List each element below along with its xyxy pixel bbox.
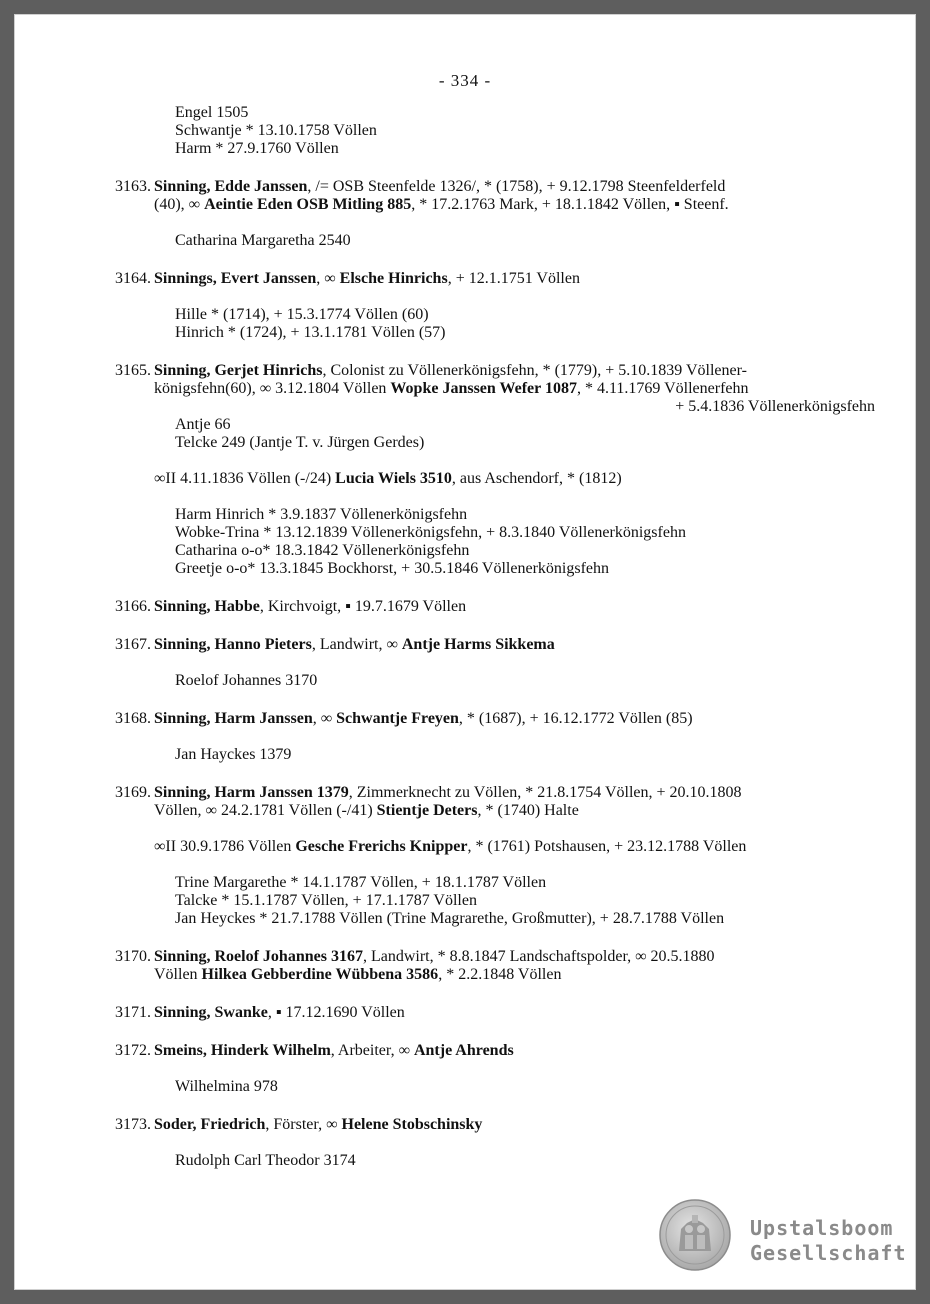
- entry-text: , Colonist zu Völlenerkönigsfehn, * (1779), + 5.10.1839 Völlener-: [322, 362, 747, 379]
- children-list: [175, 874, 875, 928]
- entry-number: 3166.: [115, 598, 151, 615]
- child-line: Engel 1505: [175, 104, 249, 121]
- entry-number: 3172.: [115, 1042, 151, 1059]
- person-name: Sinning, Edde Janssen: [154, 178, 308, 195]
- entry-number: 3167.: [115, 636, 151, 653]
- entry-3165: [95, 362, 875, 578]
- prev-children: [175, 104, 875, 158]
- child-line: Trine Margarethe * 14.1.1787 Völlen, + 18.1.1787 Völlen: [175, 874, 547, 891]
- person-name: Sinning, Gerjet Hinrichs: [154, 362, 323, 379]
- entry-text: , Kirchvoigt, ▪ 19.7.1679 Völlen: [259, 598, 467, 615]
- entry-text: königsfehn(60), ∞ 3.12.1804 Völlen: [154, 380, 391, 397]
- entry-3164: [95, 270, 875, 342]
- person-name: Sinning, Harm Janssen 1379: [154, 784, 349, 801]
- entry-text: , Zimmerknecht zu Völlen, * 21.8.1754 Völlen, + 20.10.1808: [348, 784, 742, 801]
- spouse-name: Antje Ahrends: [413, 1042, 514, 1059]
- children-list: [175, 416, 875, 452]
- spouse-name: Elsche Hinrichs: [339, 270, 448, 287]
- child-line: Wilhelmina 978: [175, 1078, 278, 1095]
- child-line: Hinrich * (1724), + 13.1.1781 Völlen (57): [175, 324, 446, 341]
- spouse-name: Antje Harms Sikkema: [401, 636, 555, 653]
- page-number: - 334 -: [438, 71, 492, 90]
- child-line: Harm Hinrich * 3.9.1837 Völlenerkönigsfehn: [175, 506, 468, 523]
- entry-3170: [95, 948, 875, 984]
- entry-text: , * (1740) Halte: [477, 802, 579, 819]
- children-list: [175, 746, 875, 764]
- entry-text: Völlen: [154, 966, 202, 983]
- entry-number: 3173.: [115, 1116, 151, 1133]
- person-name: Sinning, Roelof Johannes 3167: [154, 948, 363, 965]
- person-name: Sinning, Habbe: [154, 598, 260, 615]
- entry-number: 3164.: [115, 270, 151, 287]
- child-line: Jan Heyckes * 21.7.1788 Völlen (Trine Magrarethe, Großmutter), + 28.7.1788 Völlen: [175, 910, 725, 927]
- entry-3163: [95, 178, 875, 250]
- spouse-name: Schwantje Freyen: [336, 710, 459, 727]
- children-list: [175, 672, 875, 690]
- logo-line: Upstalsboom: [750, 1216, 894, 1240]
- entry-text: , Landwirt, ∞: [311, 636, 402, 653]
- entry-3168: [95, 710, 875, 764]
- entry-number: 3163.: [115, 178, 151, 195]
- child-line: Jan Hayckes 1379: [175, 746, 292, 763]
- entry-3169: [95, 784, 875, 928]
- entry-text: Völlen, ∞ 24.2.1781 Völlen (-/41): [154, 802, 377, 819]
- children-list: [175, 306, 875, 342]
- entry-text: , ▪ 17.12.1690 Völlen: [267, 1004, 405, 1021]
- entry-3166: [95, 598, 875, 616]
- person-name: Sinning, Hanno Pieters: [154, 636, 312, 653]
- entry-text: , /= OSB Steenfelde 1326/, * (1758), + 9.12.1798 Steenfelderfeld: [307, 178, 726, 195]
- entry-number: 3168.: [115, 710, 151, 727]
- person-name: Soder, Friedrich: [154, 1116, 266, 1133]
- entry-text: , * (1687), + 16.12.1772 Völlen (85): [458, 710, 693, 727]
- entry-text: (40), ∞: [154, 196, 205, 213]
- spouse-name: Stientje Deters: [376, 802, 478, 819]
- entry-3173: [95, 1116, 875, 1170]
- entry-text: , * 4.11.1769 Völlenerfehn: [576, 380, 749, 397]
- child-line: Wobke-Trina * 13.12.1839 Völlenerkönigsfehn, + 8.3.1840 Völlenerkönigsfehn: [175, 524, 686, 541]
- entry-text: , Landwirt, * 8.8.1847 Landschaftspolder, ∞ 20.5.1880: [362, 948, 715, 965]
- child-line: Catharina o-o* 18.3.1842 Völlenerkönigsfehn: [175, 542, 470, 559]
- entry-text: , ∞: [312, 710, 337, 727]
- child-line: Roelof Johannes 3170: [175, 672, 318, 689]
- spouse-name: Wopke Janssen Wefer 1087: [390, 380, 577, 397]
- person-name: Sinning, Swanke: [154, 1004, 268, 1021]
- spouse-name: Helene Stobschinsky: [341, 1116, 483, 1133]
- children-list: [175, 1078, 875, 1096]
- entry-3172: [95, 1042, 875, 1096]
- person-name: Smeins, Hinderk Wilhelm: [154, 1042, 331, 1059]
- entry-3167: [95, 636, 875, 690]
- entry-text: , + 12.1.1751 Völlen: [447, 270, 580, 287]
- document-body: [95, 104, 875, 1170]
- spouse-name: Lucia Wiels 3510: [335, 470, 452, 487]
- child-line: Talcke * 15.1.1787 Völlen, + 17.1.1787 Völlen: [175, 892, 477, 909]
- seal-icon: [659, 1199, 731, 1271]
- child-line: Rudolph Carl Theodor 3174: [175, 1152, 356, 1169]
- entry-text: , * 17.2.1763 Mark, + 18.1.1842 Völlen, ▪ Steenf.: [411, 196, 729, 213]
- person-name: Sinning, Harm Janssen: [154, 710, 313, 727]
- person-name: Sinnings, Evert Janssen: [154, 270, 317, 287]
- entry-text: , Arbeiter, ∞: [330, 1042, 414, 1059]
- children-list: [175, 506, 875, 578]
- child-line: Telcke 249 (Jantje T. v. Jürgen Gerdes): [175, 434, 425, 451]
- second-marriage: ∞II 30.9.1786 Völlen Gesche Frerichs Knipper, * (1761) Potshausen, + 23.12.1788 Völlen: [154, 838, 747, 855]
- entry-number: 3169.: [115, 784, 151, 801]
- children-list: [175, 1152, 875, 1170]
- entry-text: + 5.4.1836 Völlenerkönigsfehn: [675, 398, 875, 415]
- society-logo: [750, 1216, 907, 1266]
- entry-number: 3171.: [115, 1004, 151, 1021]
- logo-line: Gesellschaft: [750, 1241, 907, 1265]
- child-line: Catharina Margaretha 2540: [175, 232, 351, 249]
- children-list: [175, 232, 875, 250]
- spouse-name: Aeintie Eden OSB Mitling 885: [204, 196, 412, 213]
- child-line: Antje 66: [175, 416, 231, 433]
- child-line: Schwantje * 13.10.1758 Völlen: [175, 122, 377, 139]
- child-line: Greetje o-o* 13.3.1845 Bockhorst, + 30.5.1846 Völlenerkönigsfehn: [175, 560, 609, 577]
- entry-text: , * 2.2.1848 Völlen: [438, 966, 562, 983]
- entry-text: , Förster, ∞: [265, 1116, 342, 1133]
- child-line: Hille * (1714), + 15.3.1774 Völlen (60): [175, 306, 429, 323]
- entry-3171: [95, 1004, 875, 1022]
- entry-number: 3170.: [115, 948, 151, 965]
- entry-text: , ∞: [316, 270, 340, 287]
- second-marriage: ∞II 4.11.1836 Völlen (-/24) Lucia Wiels 3510, aus Aschendorf, * (1812): [154, 470, 622, 487]
- child-line: Harm * 27.9.1760 Völlen: [175, 140, 339, 157]
- spouse-name: Hilkea Gebberdine Wübbena 3586: [201, 966, 439, 983]
- entry-number: 3165.: [115, 362, 151, 379]
- spouse-name: Gesche Frerichs Knipper: [295, 838, 468, 855]
